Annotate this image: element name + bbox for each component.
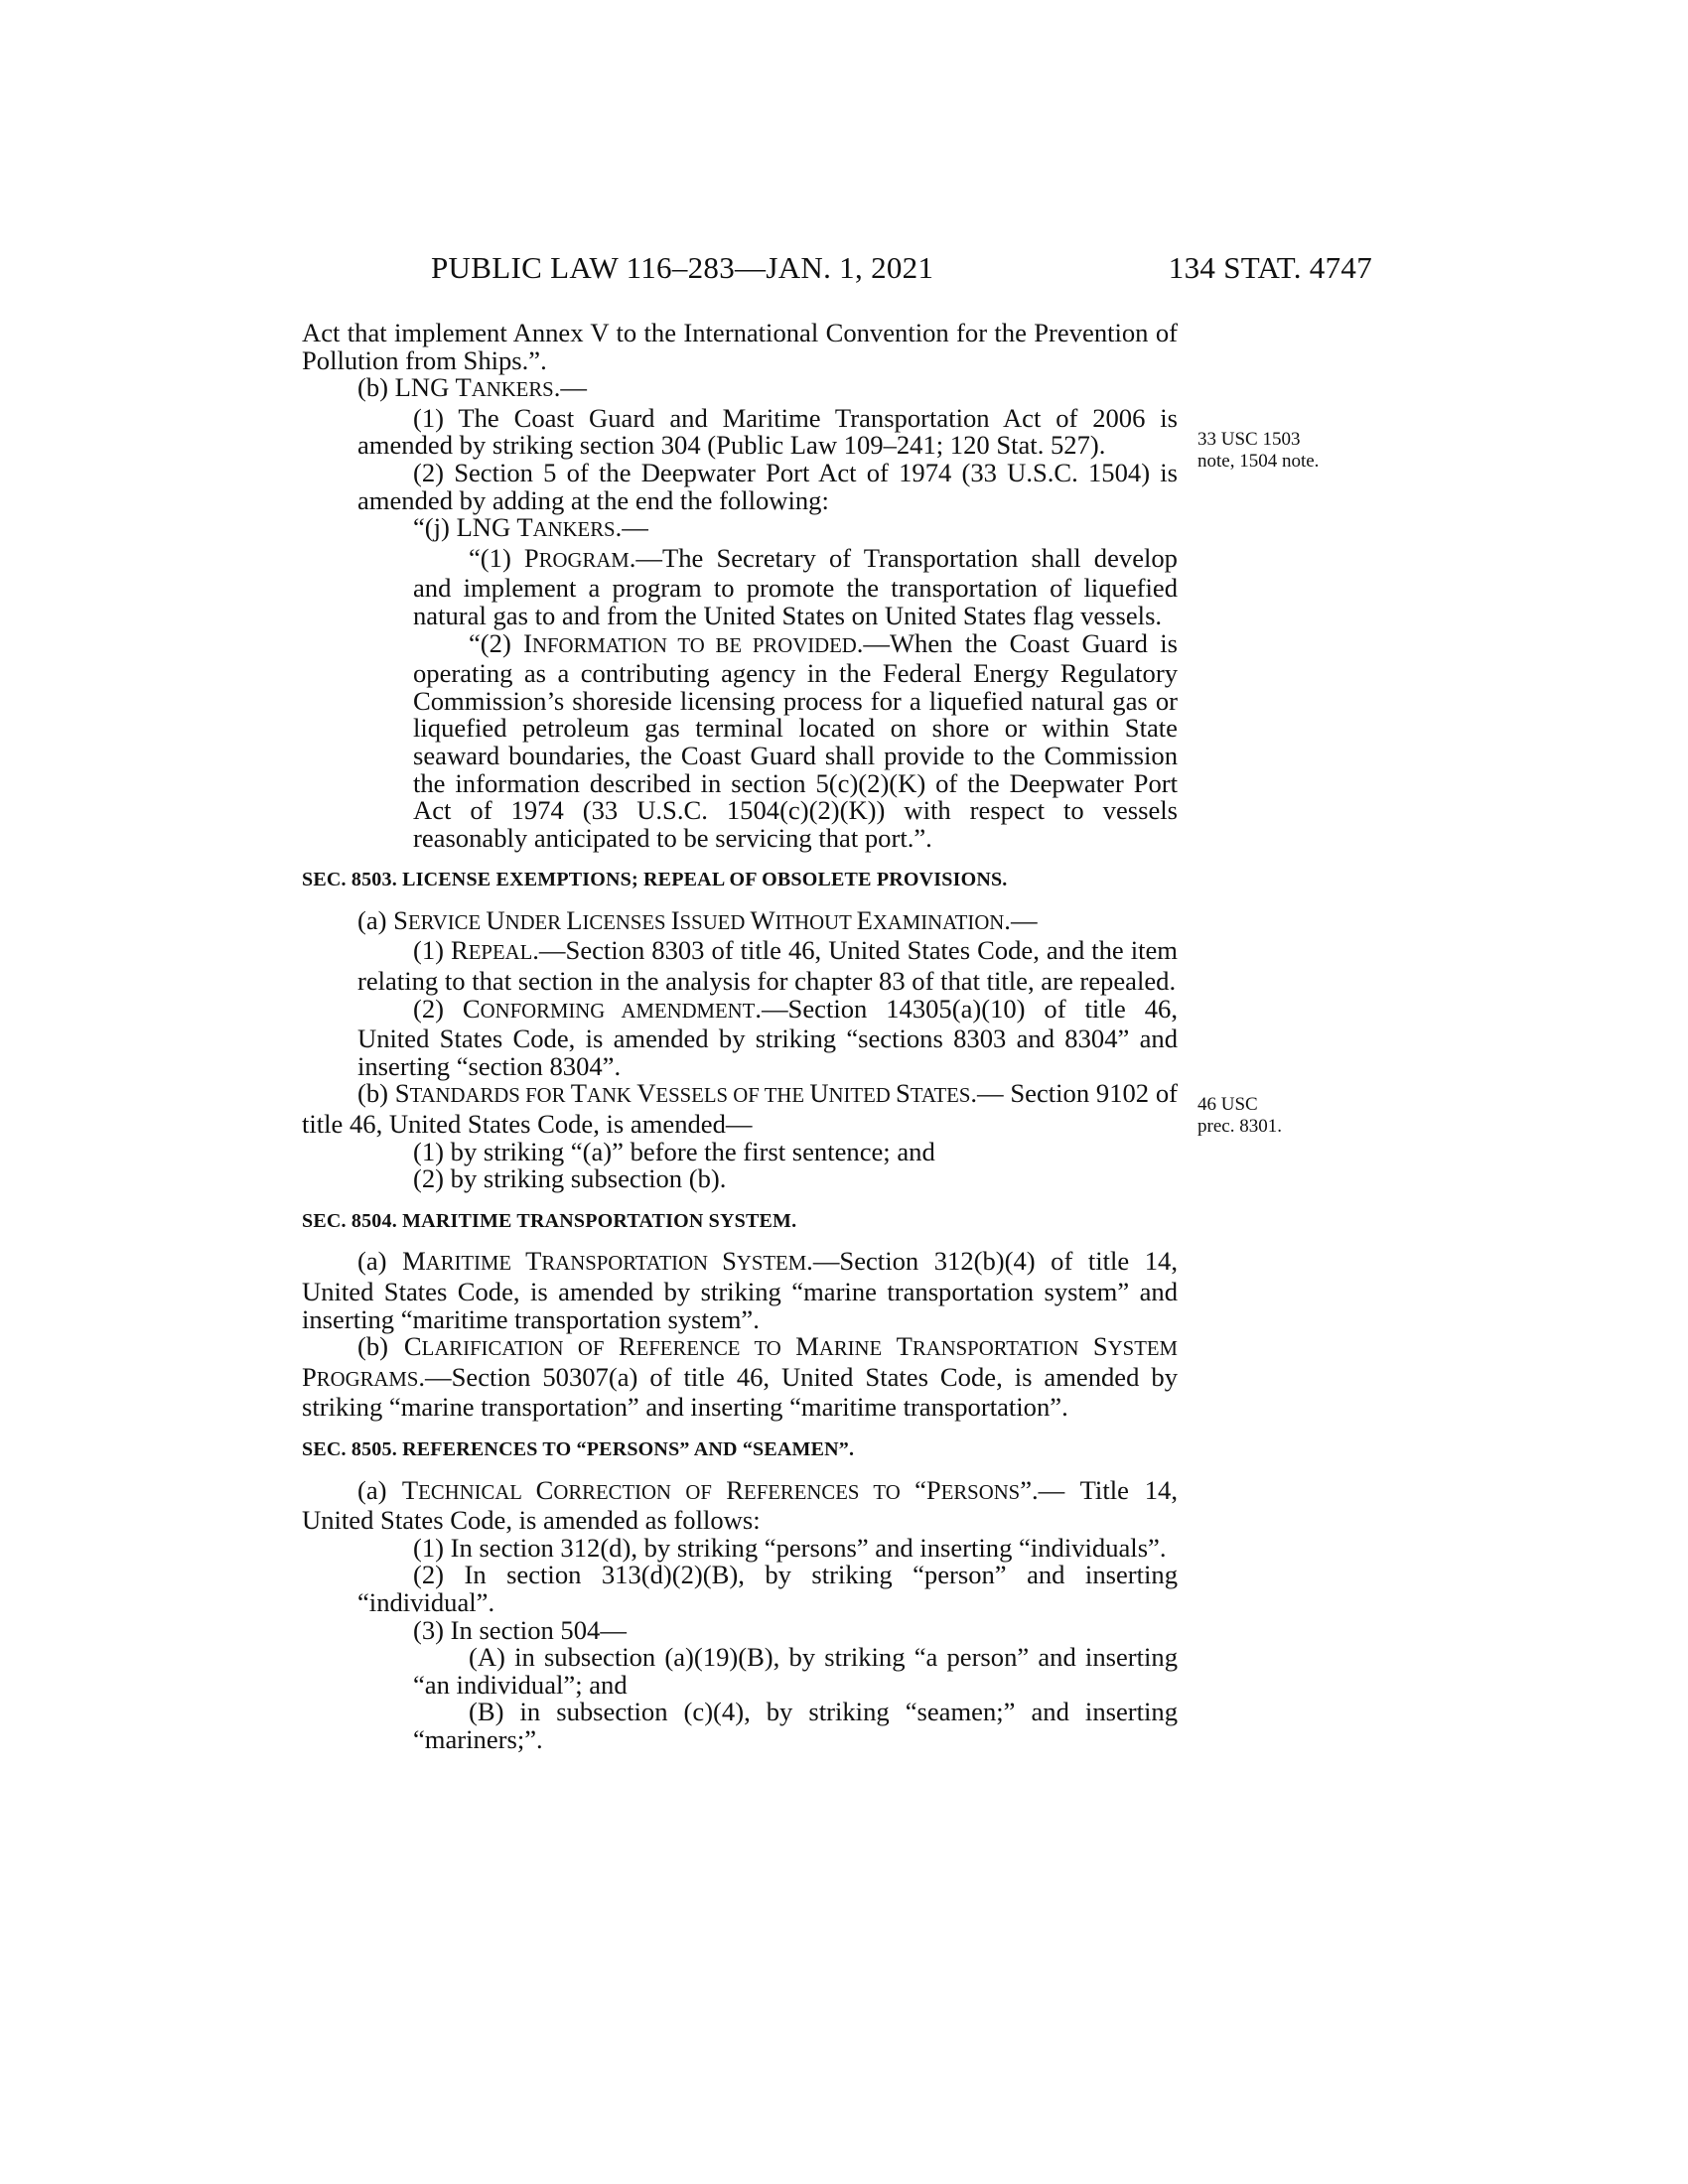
text-run: ROGRAMS: [316, 1368, 419, 1391]
text-run: ECHNICAL: [418, 1481, 536, 1504]
text-run: C: [535, 1474, 554, 1505]
text-run: EFERENCES TO: [744, 1481, 915, 1504]
text-run: ARITIME: [425, 1253, 526, 1276]
paragraph: [357, 1562, 1178, 1616]
paragraph: [357, 457, 1178, 515]
text-run: RANSPORTATION: [912, 1338, 1093, 1361]
text-run: S: [393, 904, 408, 935]
text-run: SSUED: [679, 911, 751, 934]
text-run: SEC. 8504. MARITIME TRANSPORTATION SYSTEM.: [302, 1209, 797, 1232]
text-run: “(2): [469, 627, 524, 658]
text-run: ORRECTION OF: [553, 1481, 727, 1504]
paragraph: [357, 1136, 1178, 1166]
text-run: C: [403, 1331, 422, 1362]
paragraph: [302, 1333, 1178, 1422]
text-run: “(1): [469, 542, 524, 573]
text-run: ERVICE: [407, 911, 487, 934]
paragraph: [357, 1532, 1178, 1563]
text-run: .— Section 9102 of title 46, United States Code, is amended—: [302, 1078, 1178, 1140]
text-run: U: [486, 904, 505, 935]
text-run: NDER: [504, 911, 567, 934]
running-header: [298, 250, 1372, 290]
text-run: ANKERS: [471, 379, 554, 402]
text-run: I: [670, 904, 680, 935]
text-run: ONFORMING AMENDMENT: [480, 1000, 756, 1023]
paragraph: [357, 993, 1178, 1081]
text-run: P: [523, 542, 539, 573]
text-run: SEC. 8505. REFERENCES TO “PERSONS” AND “SEAMEN”.: [302, 1437, 855, 1460]
text-run: .—When the Coast Guard is operating as a contributing agency in the Federal Energy Regulatory Commission’s shoreside licensing process for a liquefied natural gas or liquefied petroleum gas terminal located on shore or within State seaward boundaries, the Coast Guard shall provide to the Commission the information described in section 5(c)(2)(K) of the Deepwater Port Act of 1974 (33 U.S.C. 1504(c)(2)(K)) with respect to vessels reasonably anticipated to be servicing that port.”.: [413, 627, 1178, 853]
text-run: (2) by striking subsection (b).: [413, 1163, 727, 1194]
page-header-stat: 134 STAT. 4747: [1168, 250, 1372, 285]
text-run: (a): [357, 1246, 403, 1277]
text-run: ANKERS: [532, 519, 616, 542]
text-run: Act that implement Annex V to the International Convention for the Prevention of Pollution from Ships.”.: [302, 318, 1178, 375]
text-run: C: [462, 993, 481, 1024]
text-run: U: [809, 1078, 829, 1109]
paragraph: [357, 514, 1178, 545]
text-run: NFORMATION TO BE PROVIDED: [532, 634, 857, 657]
text-run: E: [856, 904, 873, 935]
text-run: ERSONS: [940, 1481, 1021, 1504]
paragraph: [357, 1165, 1178, 1193]
text-run: ARINE: [818, 1338, 897, 1361]
text-run: “P: [914, 1474, 941, 1505]
text-run: T: [570, 1078, 587, 1109]
paragraph: [413, 1699, 1178, 1753]
text-run: M: [402, 1246, 426, 1277]
paragraph: [357, 402, 1178, 461]
text-run: I: [523, 627, 532, 658]
text-run: S: [394, 1078, 410, 1109]
text-run: W: [750, 904, 775, 935]
text-run: (a): [357, 904, 394, 935]
text-run: ANK: [586, 1085, 637, 1108]
text-run: (2) In section 313(d)(2)(B), by striking “person” and inserting “individual”.: [357, 1560, 1178, 1617]
paragraph: [302, 374, 1178, 405]
paragraph: [413, 627, 1178, 853]
text-run: (1) In section 312(d), by striking “persons” and inserting “individuals”.: [413, 1532, 1167, 1563]
text-run: SEC. 8503. LICENSE EXEMPTIONS; REPEAL OF OBSOLETE PROVISIONS.: [302, 869, 1008, 891]
text-run: T: [896, 1331, 913, 1362]
text-run: TATES: [910, 1085, 971, 1108]
text-run: (2) Section 5 of the Deepwater Port Act of 1974 (33 U.S.C. 1504) is amended by adding at the end the following:: [357, 457, 1178, 515]
text-run: (1): [413, 935, 452, 966]
section-heading: [302, 1208, 1178, 1236]
text-run: ICENSES: [582, 911, 671, 934]
text-run: (B) in subsection (c)(4), by striking “seamen;” and inserting “mariners;”.: [413, 1697, 1178, 1754]
text-run: M: [795, 1331, 819, 1362]
text-run: P: [302, 1361, 317, 1392]
section-heading: [302, 1436, 1178, 1464]
text-run: (b): [357, 1078, 395, 1109]
text-run: XAMINATION: [872, 911, 1005, 934]
text-run: “(j): [413, 512, 457, 543]
paragraph: [302, 1474, 1179, 1536]
text-run: EPEAL: [468, 942, 533, 965]
text-run: .—Section 14305(a)(10) of title 46, United States Code, is amended by striking “sections 8303 and 8304” and inserting “section 8304”.: [357, 993, 1178, 1081]
text-run: .—: [1004, 904, 1038, 935]
text-run: RANSPORTATION: [541, 1253, 723, 1276]
text-run: S: [896, 1078, 911, 1109]
text-run: YSTEM: [736, 1253, 807, 1276]
text-run: EFERENCE TO: [635, 1338, 796, 1361]
margin-note: 33 USC 1503 note, 1504 note.: [1197, 429, 1320, 472]
text-run: .—: [553, 372, 587, 403]
paragraph: [302, 904, 1178, 938]
margin-note: 46 USC prec. 8301.: [1197, 1094, 1282, 1137]
text-run: YSTEM: [1107, 1338, 1178, 1361]
text-run: T: [401, 1474, 419, 1505]
text-run: V: [636, 1078, 656, 1109]
text-run: (A) in subsection (a)(19)(B), by striking “a person” and inserting “an individual”; and: [413, 1642, 1178, 1700]
text-run: NITED: [828, 1085, 897, 1108]
text-run: (3) In section 504—: [413, 1614, 627, 1645]
page-header-title: PUBLIC LAW 116–283—JAN. 1, 2021: [431, 250, 934, 285]
text-run: .—: [615, 512, 648, 543]
text-run: ESSELS OF THE: [655, 1085, 810, 1108]
text-run: LARIFICATION OF: [421, 1338, 619, 1361]
paragraph: [302, 1080, 1178, 1138]
law-text-body: [302, 320, 1178, 1754]
text-run: (1) by striking “(a)” before the first sentence; and: [413, 1136, 935, 1166]
section-heading: [302, 867, 1178, 894]
text-run: R: [451, 935, 469, 966]
text-run: R: [618, 1331, 636, 1362]
text-run: .—Section 50307(a) of title 46, United States Code, is amended by striking “marine transportation” and inserting “maritime transportation”.: [302, 1361, 1178, 1423]
paragraph: [302, 1248, 1178, 1333]
paragraph: [357, 1614, 1178, 1645]
text-run: .—The Secretary of Transportation shall develop and implement a program to promote the transportation of liquefied natural gas to and from the United States on United States flag vessels.: [413, 542, 1178, 630]
text-run: ITHOUT: [774, 911, 857, 934]
text-run: R: [726, 1474, 745, 1505]
text-run: T: [525, 1246, 542, 1277]
text-run: S: [722, 1246, 737, 1277]
text-run: ”.— Title 14, United States Code, is amended as follows:: [302, 1474, 1179, 1536]
text-run: (b): [357, 372, 395, 403]
text-run: (a): [357, 1474, 402, 1505]
text-run: LNG T: [394, 372, 472, 403]
paragraph: [357, 937, 1178, 995]
text-run: (1) The Coast Guard and Maritime Transportation Act of 2006 is amended by striking section 304 (Public Law 109–241; 120 Stat. 527).: [357, 402, 1178, 461]
text-run: S: [1092, 1331, 1108, 1362]
text-run: .—Section 8303 of title 46, United States Code, and the item relating to that section in the analysis for chapter 83 of that title, are repealed.: [357, 935, 1178, 997]
text-run: .—Section 312(b)(4) of title 14, United States Code, is amended by striking “marine transportation system” and inserting “maritime transportation system”.: [302, 1246, 1178, 1334]
text-run: ROGRAM: [538, 549, 630, 572]
text-run: TANDARDS FOR: [409, 1085, 571, 1108]
paragraph: [413, 542, 1178, 630]
paragraph: [302, 320, 1178, 374]
paragraph: [413, 1644, 1178, 1699]
text-run: L: [566, 904, 583, 935]
text-run: (b): [357, 1331, 404, 1362]
text-run: (2): [413, 993, 463, 1024]
text-run: LNG T: [456, 512, 533, 543]
